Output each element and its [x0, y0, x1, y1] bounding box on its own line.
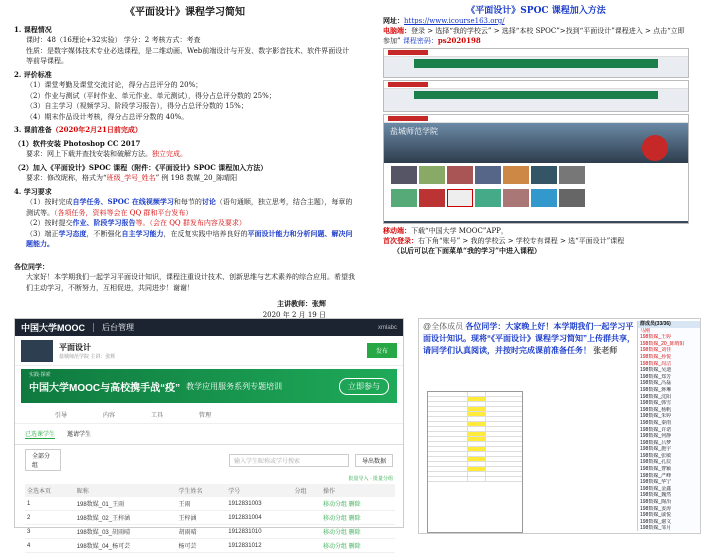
publish-button[interactable]: 发布 [367, 343, 397, 358]
member-item[interactable]: 198数媒_邹月 [640, 525, 672, 532]
eval-item: （3）自主学习（视频学习、阶段学习报告），得分占总评分数的 15%； [26, 102, 248, 110]
member-item[interactable]: 198数媒_魏然 [640, 492, 672, 499]
member-item[interactable]: 198数媒_吴迪 [640, 367, 672, 374]
banner-main: 中国大学MOOC与高校携手战“疫” [29, 382, 181, 394]
school-logo-icon [642, 135, 668, 161]
course-nature: 性质：是数字媒体技术专业必选课程，是二维动画、Web前端设计与开发、数字影音技术、软件界面设计等前导课程。 [26, 46, 350, 65]
mooc-logo: 中国大学MOOC [21, 323, 85, 333]
course-header [15, 336, 403, 366]
member-item[interactable]: 198数媒_何静 [640, 433, 672, 440]
admin-title: 后台管理 [102, 323, 134, 332]
table-header: 全选本页 昵称 学生姓名 学号 分组 操作 [25, 484, 395, 497]
member-item[interactable]: 198数媒_姜涛 [640, 505, 672, 512]
teacher-signature: 主讲教师：张辉 [277, 299, 326, 308]
row-actions[interactable]: 移动分组 删除 [321, 525, 395, 539]
member-item[interactable]: 198数媒_戚悦 [640, 512, 672, 519]
greeting-body: 大家好！本学期我们一起学习平面设计知识，课程注重设计技术、创新思维与艺术素养的综合应用。希望我们主动学习，不断努力，互相促进，共同进步！谢谢！ [26, 273, 355, 292]
eval-item: （1）课堂考勤及课堂交流讨论，得分占总评分的 20%； [26, 81, 203, 89]
member-item[interactable]: 198数媒_陶冶 [640, 499, 672, 506]
doc-title: 《平面设计》课程学习简知 [125, 7, 245, 18]
member-item[interactable]: 198数媒_施宇 [640, 446, 672, 453]
member-item[interactable]: 198数媒_蒋琳 [640, 386, 672, 393]
member-item[interactable]: 198数媒_王婷 [640, 334, 672, 341]
member-item[interactable]: 198数媒_许诺 [640, 426, 672, 433]
tab-invite-students[interactable]: 邀请学生 [67, 432, 92, 438]
eval-item: （4）期末作品设计考核，得分占总评分数的 40%。 [26, 112, 189, 121]
student-search-input[interactable]: 输入学生昵称或学号搜索 [229, 454, 349, 467]
guide-mobile-steps: 移动端：下载“中国大学 MOOC”APP， [383, 226, 508, 235]
member-item[interactable]: 198数媒_20_陈晴阳 [640, 340, 685, 347]
member-item[interactable]: 198数媒_冯磊 [640, 380, 672, 387]
greeting: 各位同学： [14, 261, 49, 271]
row-actions[interactable]: 移动分组 删除 [321, 539, 395, 553]
nav-manage[interactable]: 管理 [199, 413, 212, 419]
member-item[interactable]: 198数媒_刘佳 [640, 347, 672, 354]
tab-enrolled-students[interactable]: 已选课学生 [25, 429, 55, 439]
prep-join-spoc: （2）加入《平面设计》SPOC 课程（附件：《平面设计》SPOC 课程加入方法） [14, 162, 268, 172]
section-preparation: 3. 课前准备（2020年2月21日前完成） [14, 125, 142, 134]
course-url-link[interactable]: https://www.icourse163.org/ [404, 17, 505, 25]
mooc-homepage-screenshot [383, 48, 689, 78]
prep-software: （1）软件安装 Photoshop CC 2017 [14, 138, 141, 148]
member-list-title: 群成员(33/36) [638, 321, 700, 328]
eval-item: （2）作业与测试（平时作业、单元作业、单元测试），得分占总评分数的 25%； [26, 91, 276, 100]
member-item[interactable]: 198数媒_杨帆 [640, 406, 672, 413]
batch-note[interactable]: 批量导入 · 批量分组 [348, 476, 393, 482]
table-row: 2 198数媒_02_王梓涵 王梓涵 1912831004 移动分组 删除 [25, 511, 395, 525]
course-title: 平面设计 [59, 342, 91, 352]
member-item[interactable]: 198数媒_孙悦 [640, 353, 672, 360]
row-actions[interactable]: 移动分组 删除 [321, 497, 395, 511]
mention-all: @全体成员 [423, 322, 464, 331]
member-item[interactable]: 198数媒_吕梦 [640, 439, 672, 446]
student-tabs [15, 424, 403, 445]
doc-date: 2020 年 2 月 19 日 [262, 310, 326, 319]
nav-guide[interactable]: 引导 [55, 413, 68, 419]
group-filter-select[interactable]: 全部分组 [25, 449, 61, 471]
req-item: （2）按时提交作业、阶段学习报告等。（会在 QQ 群发布内容及要求） [26, 218, 246, 227]
table-row: 3 198数媒_03_胡雨晴 胡雨晴 1912831010 移动分组 删除 [25, 525, 395, 539]
promo-banner[interactable]: 实践·探索 中国大学MOOC与高校携手战“疫” 教学应用服务系列专题培训 立即参与 [21, 369, 397, 403]
announcement-signature: 张老师 [593, 346, 618, 355]
banner-sub: 教学应用服务系列专题培训 [186, 381, 283, 391]
nickname-spreadsheet [427, 391, 523, 533]
student-toolbar [15, 445, 403, 475]
section-requirements: 4. 学习要求 [14, 186, 52, 196]
admin-topbar [15, 319, 403, 336]
announcement-message [423, 321, 635, 357]
row-actions[interactable]: 移动分组 删除 [321, 511, 395, 525]
member-item[interactable]: 198数媒_曹颖 [640, 466, 672, 473]
group-member-list [637, 321, 700, 531]
member-item[interactable]: 198数媒_谢文 [640, 518, 672, 525]
member-item[interactable]: 198数媒_沈阳 [640, 393, 672, 400]
member-item[interactable]: 198数媒_金鑫 [640, 485, 672, 492]
mooc-admin-screenshot [14, 318, 404, 550]
guide-url-line: 网址：https://www.icourse163.org/ [383, 16, 505, 25]
admin-user[interactable]: xmlabc [377, 324, 397, 331]
admin-nav [15, 406, 403, 424]
mooc-school-screenshot [383, 80, 689, 112]
nav-content[interactable]: 内容 [103, 413, 116, 419]
member-item[interactable]: 198数媒_朱婷 [640, 413, 672, 420]
nav-tools[interactable]: 工具 [151, 413, 164, 419]
banner-join-button[interactable]: 立即参与 [339, 378, 389, 395]
member-item[interactable]: 198数媒_孔辰 [640, 459, 672, 466]
qq-group-screenshot [418, 318, 701, 534]
member-item[interactable]: 马刚 [640, 327, 651, 334]
req-item: （1）按时完成自学任务、SPOC 在线视频学习和每节的讨论（语句通顺，独立思考，结合主题），每章的测试等。（各项任务，资料等会在 QQ 群和平台发布） [26, 197, 353, 217]
section-evaluation: 2. 评价标准 [14, 69, 52, 79]
course-notice-document [0, 0, 370, 319]
table-row: 4 198数媒_04_杨可芸 杨可芸 1912831012 移动分组 删除 [25, 539, 395, 553]
guide-tail-note: （以后可以在下面菜单“我的学习”中进入课程） [393, 246, 542, 255]
course-credits: 课时：48（16理论+32实验） 学分：2 考核方式：考查 [26, 36, 201, 44]
school-cloud-screenshot: 盐城师范学院 [383, 114, 689, 224]
announcement-text: 各位同学：大家晚上好！本学期我们一起学习平面设计知识。现将“《平面设计》课程学习简知”上传群共享，请同学们认真阅读，并按时完成课前准备任务！ [423, 322, 635, 355]
prep-nickname-req: 要求：修改昵称，格式为“班级_学号_姓名” 例 198 数媒_20_陈晴阳 [26, 174, 238, 182]
section-course-info: 1. 课程情况 [14, 24, 52, 34]
member-item[interactable]: 198数媒_张敏 [640, 452, 672, 459]
spoc-join-guide [375, 4, 697, 306]
export-data-button[interactable]: 导出数据 [355, 454, 393, 467]
table-row: 1 198数媒_01_王雨 王雨 1912831003 移动分组 删除 [25, 497, 395, 511]
guide-pc-steps: 电脑端：登录 > 选择“我的学校云” > 选择“本校 SPOC”>找到“平面设计”课程进入 > 点击“立即参加” 课程密码：ps2020198 [383, 26, 685, 45]
member-item[interactable]: 198数媒_华宁 [640, 479, 672, 486]
course-subtitle: 盐城师范学院 主讲：张辉 [59, 353, 116, 360]
prep-software-req: 要求：网上下载并查找安装和破解方法。独立完成。 [26, 150, 187, 158]
guide-title: 《平面设计》SPOC 课程加入方法 [466, 6, 606, 16]
student-table [25, 484, 395, 553]
member-item[interactable]: 198数媒_严峰 [640, 472, 672, 479]
member-item[interactable]: 198数媒_秦雨 [640, 419, 672, 426]
req-item: （3）端正学习态度，不断强化自主学习能力，在反复实践中培养良好的平面设计能力和分析问题、解决问题能力。 [26, 228, 353, 248]
member-item[interactable]: 198数媒_郑芳 [640, 373, 672, 380]
course-thumbnail [21, 340, 53, 362]
member-item[interactable]: 198数媒_韩雪 [640, 400, 672, 407]
member-item[interactable]: 198数媒_周洁 [640, 360, 672, 367]
guide-first-login: 首次登录：右下角“账号” > 我的学校云 > 学校专有课程 > 选“平面设计”课程 [383, 236, 625, 245]
